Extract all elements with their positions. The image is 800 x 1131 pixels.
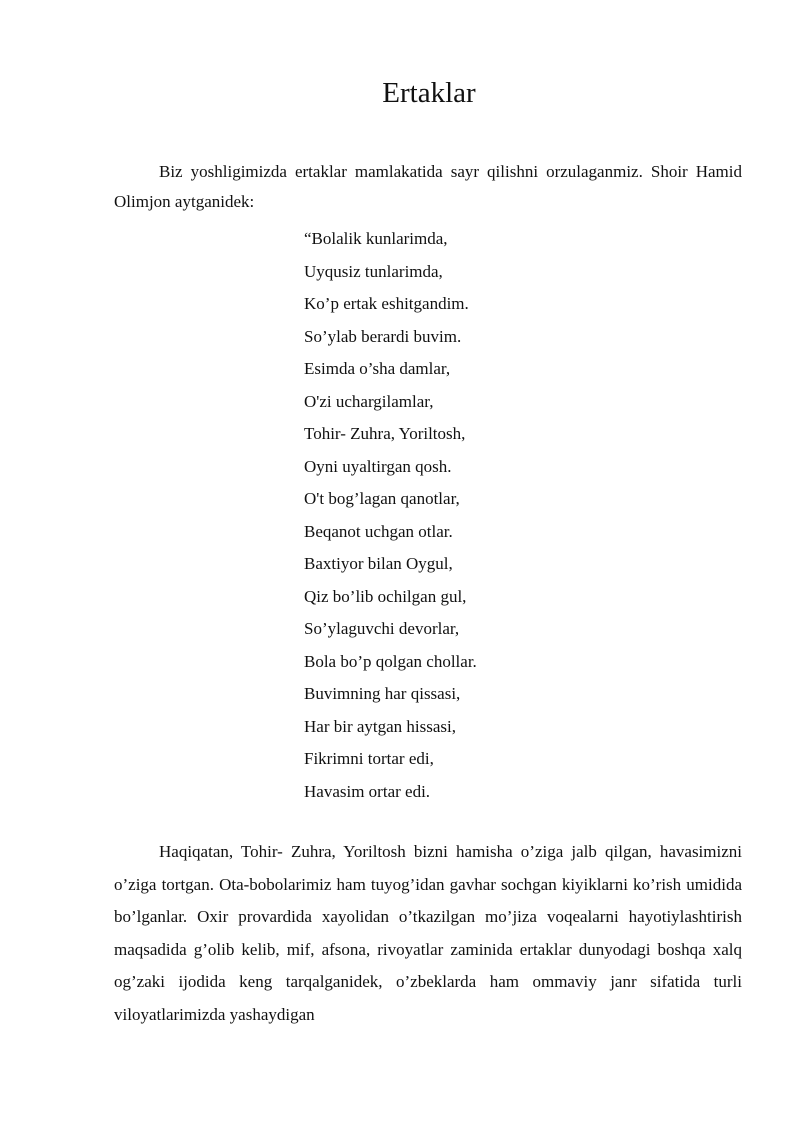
intro-paragraph-text: Biz yoshligimizda ertaklar mamlakatida sayr qilishni orzulaganmiz. Shoir Hamid Olimjon aytganidek: [114,162,742,211]
poem-line: Beqanot uchgan otlar. [304,521,453,541]
poem-line: O'zi uchargilamlar, [304,391,434,411]
document-title: Ertaklar [382,77,476,109]
poem-line: Esimda o’sha damlar, [304,359,451,378]
poem-line: O't bog’lagan qanotlar, [304,489,460,508]
poem-line: Buvimning har qissasi, [304,684,461,703]
poem-line: Qiz bo’lib ochilgan gul, [304,586,467,606]
poem-line: Baxtiyor bilan Oygul, [304,554,453,573]
poem-line: Tohir- Zuhra, Yoriltosh, [304,424,466,443]
poem-line: Ko’p ertak eshitgandim. [304,294,469,313]
poem-line: “Bolalik kunlarimda, [304,229,448,248]
poem-line: Fikrimni tortar edi, [304,749,434,768]
main-paragraph [114,836,742,1031]
main-paragraph-text: Haqiqatan, Tohir- Zuhra, Yoriltosh bizni hamisha o’ziga jalb qilgan, havasimizni o’ziga tortgan. Ota-bobolarimiz ham tuyog’idan gavhar sochgan kiyiklarni ko’rish umidida bo’lganlar. Oxir provardida xayolidan o’tkazilgan mo’jiza voqealarni hayotiylashtirish maqsadida g’olib kelib, mif, afsona, rivoyatlar zaminida ertaklar dunyodagi boshqa xalq og’zaki ijodida keng tarqalganidek, o’zbeklarda ham ommaviy janr sifatida turli viloyatlarimizda yashaydigan [114,842,742,1024]
poem-stanza [304,223,477,808]
poem-line: Uyqusiz tunlarimda, [304,261,443,281]
poem-line: Oyni uyaltirgan qosh. [304,456,452,476]
poem-line: Bola bo’p qolgan chollar. [304,651,477,671]
poem-line: So’ylaguvchi devorlar, [304,619,460,638]
poem-line: Havasim ortar edi. [304,781,431,801]
poem-line: So’ylab berardi buvim. [304,326,462,346]
poem-line: Har bir aytgan hissasi, [304,716,457,736]
intro-paragraph [114,157,742,217]
